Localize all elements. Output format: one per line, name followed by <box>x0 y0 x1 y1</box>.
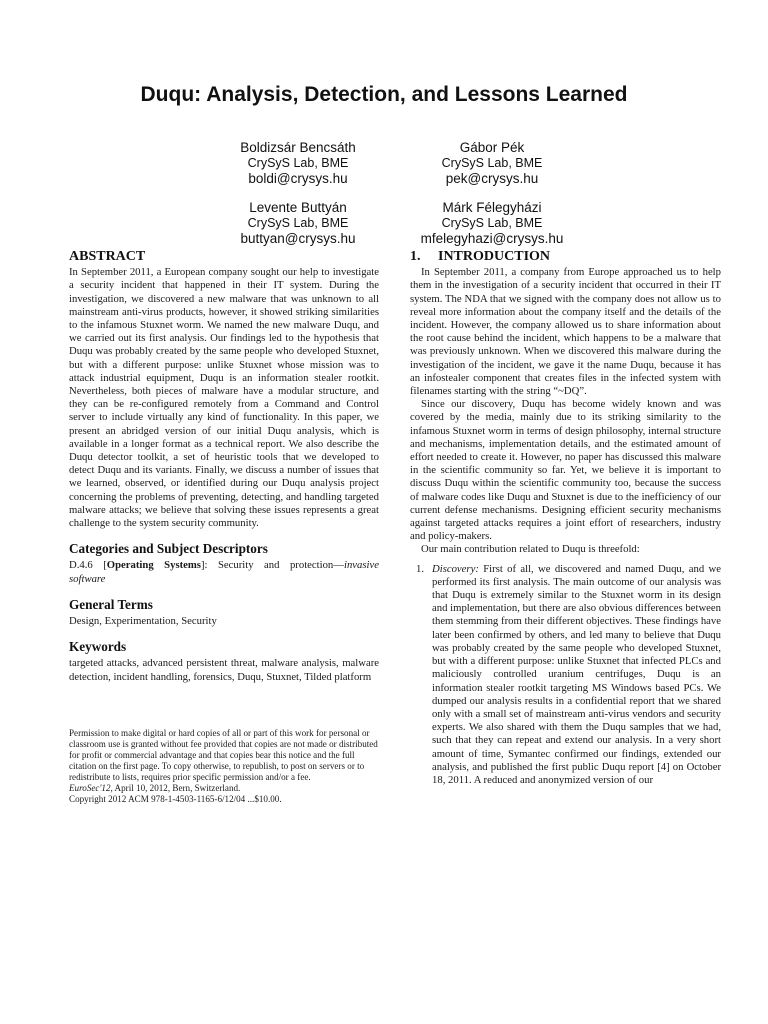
author-block <box>188 199 408 247</box>
intro-paragraph: Our main contribution related to Duqu is threefold: <box>421 543 640 556</box>
contribution-list <box>410 563 721 787</box>
venue-details: April 10, 2012, Bern, Switzerland. <box>112 783 241 794</box>
section-title: INTRODUCTION <box>438 249 551 264</box>
list-item-label: Discovery: <box>432 562 479 575</box>
author-block <box>382 139 602 187</box>
author-email: boldi@crysys.hu <box>248 171 348 186</box>
author-name: Levente Buttyán <box>249 200 347 215</box>
left-column <box>69 250 379 806</box>
introduction-heading <box>410 250 721 263</box>
right-column <box>410 250 721 787</box>
categories-text <box>69 559 379 585</box>
intro-paragraph: Since our discovery, Duqu has become widely known and was covered by the media, mainly due to its striking similarity to the infamous Stuxnet worm in terms of design philosophy, internal structure and mechanisms, implementation details, and the estimated amount of effort needed to create it. However, no paper has discussed this malware in the scientific community so far. Yet, we believe it is important to discuss Duqu within the scientific community too, because the success of malware codes like Duqu and Stuxnet is due to the inefficiency of our current defense mechanisms. Designing efficient security mechanisms against targeted attacks requires a joint effort of researchers, industry and policy-makers. <box>410 398 721 543</box>
venue-name: EuroSec'12, <box>69 783 113 794</box>
author-email: buttyan@crysys.hu <box>240 231 356 246</box>
paper-title: Duqu: Analysis, Detection, and Lessons Learned <box>140 83 628 106</box>
categories-bold: Operating Systems <box>106 559 201 572</box>
categories-code: D.4.6 [ <box>69 559 107 572</box>
section-number: 1. <box>410 249 421 264</box>
author-email: mfelegyhazi@crysys.hu <box>420 231 564 246</box>
venue-line <box>69 783 379 794</box>
author-email: pek@crysys.hu <box>445 171 539 186</box>
general-terms-text: Design, Experimentation, Security <box>69 615 217 628</box>
author-affiliation: CrySyS Lab, BME <box>247 156 349 170</box>
author-block <box>188 139 408 187</box>
list-item-number: 1. <box>416 562 425 575</box>
categories-italic: invasive software <box>69 559 379 585</box>
keywords-heading: Keywords <box>69 639 127 655</box>
categories-rest: ]: Security and protection— <box>200 559 344 572</box>
list-item <box>410 563 721 787</box>
general-terms-heading: General Terms <box>69 596 153 612</box>
permission-notice <box>69 728 379 806</box>
author-affiliation: CrySyS Lab, BME <box>441 216 543 230</box>
author-name: Gábor Pék <box>459 140 525 155</box>
keywords-text: targeted attacks, advanced persistent threat, malware analysis, malware detection, incident handling, forensics, Duqu, Stuxnet, Tilded platform <box>69 657 379 683</box>
author-affiliation: CrySyS Lab, BME <box>247 216 349 230</box>
author-name: Boldizsár Bencsáth <box>240 140 356 155</box>
categories-heading: Categories and Subject Descriptors <box>69 541 268 557</box>
intro-paragraph: In September 2011, a company from Europe approached us to help them in the investigation of a security incident that occurred in their IT system. The NDA that we signed with the company does not allow us to reveal more information about the company itself and the details of the incident. However, the company allowed us to share information about the root cause behind the incident, which happens to be a malware that was previously unknown. When we discovered this malware during the investigation of the incident, we gave it the name Duqu, because it has an infostealer component that creates files in the infected system with filenames starting with the string “~DQ”. <box>410 266 721 398</box>
abstract-heading: ABSTRACT <box>69 249 146 264</box>
list-item-text: First of all, we discovered and named Duqu, and we performed its first analysis. The main outcome of our analysis was that Duqu is extremely similar to the Stuxnet worm in its design and implementation, but there are also obvious differences between them stemming from their different objectives. These findings have later been confirmed by others, and led many to believe that Duqu was probably created by the same people who developed Stuxnet, but with a different purpose: unlike Stuxnet that infected PLCs and maliciously controlled uranium centrifuges, Duqu is an information stealer rootkit targeting MS Windows based PCs. We dumped our analysis results in a confidential report that we shared only with a small set of mainstream anti-virus vendors and security experts. We also shared with them the Duqu samples that we had, such that they can repeat and extend our analysis. In a very short amount of time, Symantec confirmed our findings, extended our analysis, and published the first public Duqu report [4] on October 18, 2011. A reduced and anonymized version of our <box>432 562 721 786</box>
permission-text: Permission to make digital or hard copies of all or part of this work for personal or classroom use is granted without fee provided that copies are not made or distributed for profit or commercial advantage and that copies bear this notice and the full citation on the first page. To copy otherwise, to republish, to post on servers or to redistribute to lists, requires prior specific permission and/or a fee. <box>69 727 378 783</box>
author-block <box>382 199 602 247</box>
author-name: Márk Félegyházi <box>442 200 542 215</box>
author-affiliation: CrySyS Lab, BME <box>441 156 543 170</box>
copyright-line: Copyright 2012 ACM 978-1-4503-1165-6/12/04 ...$10.00. <box>69 794 282 805</box>
abstract-text: In September 2011, a European company sought our help to investigate a security incident that happened in their IT system. During the investigation, we discovered a new malware that was unknown to all mainstream anti-virus products, however, it showed striking similarities to the infamous Stuxnet worm. We named the new malware Duqu, and we carried out its first analysis. Our findings led to the hypothesis that Duqu was probably created by the same people who developed Stuxnet, but with a different purpose: unlike Stuxnet whose mission was to attack industrial equipment, Duqu is an information stealer rootkit. Nevertheless, both pieces of malware have a modular structure, and they can be re-configured remotely from a Command and Control server to include virtually any kind of functionality. In this paper, we present an abridged version of our initial Duqu analysis, which is available in a longer format as a technical report. We also describe the Duqu detector toolkit, a set of heuristic tools that we developed to detect Duqu and its variants. Finally, we discuss a number of issues that we learned, observed, or identified during our Duqu analysis project concerning the problems of preventing, detecting, and handling targeted malware attacks; we believe that solving these issues represents a great challenge to the system security community. <box>69 266 379 530</box>
